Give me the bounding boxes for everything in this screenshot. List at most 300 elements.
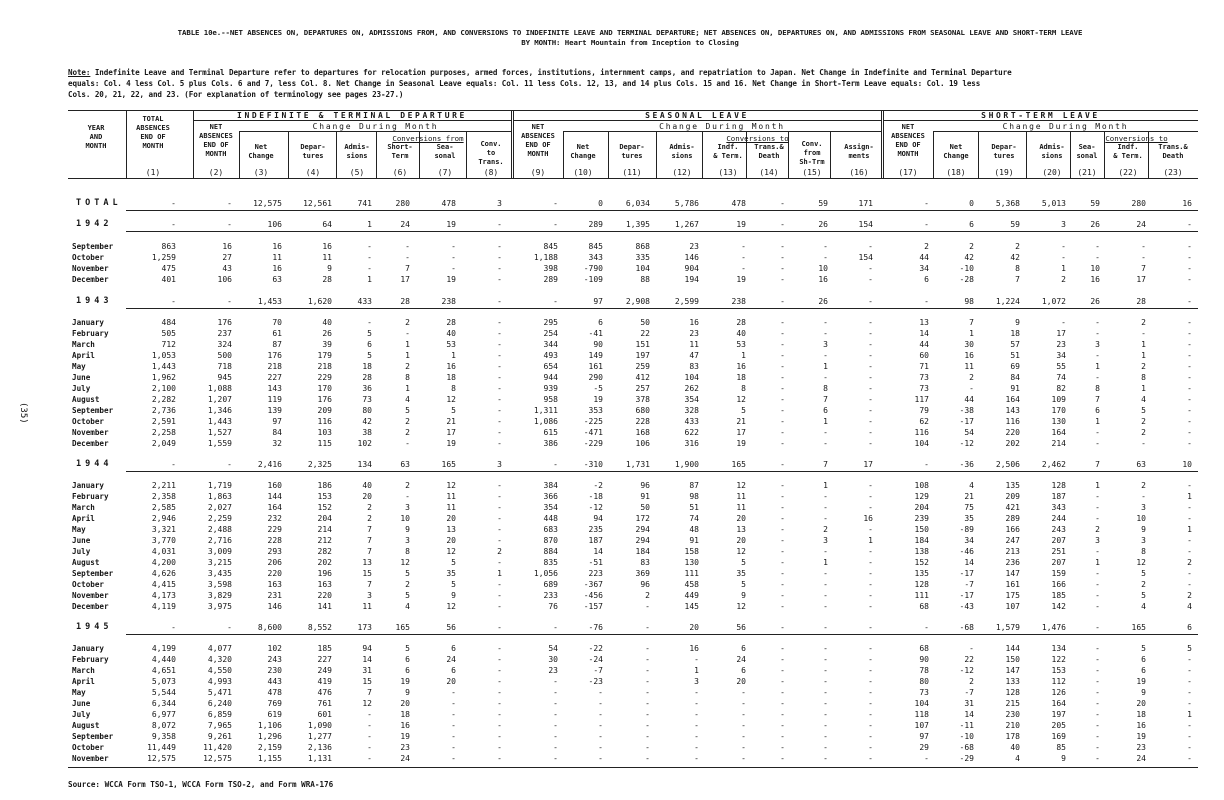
table-cell: 249	[317, 666, 332, 675]
table-cell: 2,462	[1041, 460, 1066, 469]
table-cell: 259	[635, 362, 650, 371]
table-cell: 3	[1095, 536, 1100, 545]
table-cell: 80	[919, 677, 929, 686]
table-cell: 1	[823, 481, 828, 490]
row-label: August	[72, 558, 100, 567]
table-cell: 19	[400, 677, 410, 686]
table-cell: 6	[451, 666, 456, 675]
table-cell: 150	[914, 525, 929, 534]
table-cell: 1,579	[995, 623, 1020, 632]
table-cell: -	[694, 699, 699, 708]
table-cell: -	[1095, 242, 1100, 251]
table-cell: 26	[1090, 220, 1100, 229]
table-cell: 2,716	[207, 536, 232, 545]
table-cell: -17	[959, 591, 974, 600]
table-cell: -	[741, 721, 746, 730]
table-cell: -	[598, 732, 603, 741]
table-cell: 16	[736, 362, 746, 371]
table-cell: 17	[736, 428, 746, 437]
table-cell: 2,416	[257, 460, 282, 469]
group-short-term-leave: SHORT-TERM LEAVE	[981, 111, 1100, 120]
table-cell: 1	[1141, 340, 1146, 349]
column-rule	[336, 131, 337, 178]
table-cell: 1,620	[307, 297, 332, 306]
table-cell: 138	[914, 547, 929, 556]
row-label: March	[72, 666, 95, 675]
table-cell: -	[780, 481, 785, 490]
table-cell: 150	[1005, 655, 1020, 664]
table-cell: 2,736	[151, 406, 176, 415]
month-row	[0, 654, 1224, 665]
table-cell: 3	[367, 591, 372, 600]
table-cell: -	[868, 242, 873, 251]
table-cell: 20	[446, 536, 456, 545]
table-cell: 11	[736, 503, 746, 512]
table-cell: -	[1095, 373, 1100, 382]
column-number: (5)	[349, 168, 365, 177]
table-cell: 2	[367, 514, 372, 523]
table-cell: -	[868, 580, 873, 589]
table-cell: -	[451, 688, 456, 697]
table-cell: -	[1187, 275, 1192, 284]
table-cell: -	[227, 199, 232, 208]
table-cell: 4,199	[151, 644, 176, 653]
table-cell: 73	[919, 384, 929, 393]
table-cell: 5,013	[1041, 199, 1066, 208]
table-cell: 202	[317, 558, 332, 567]
table-cell: 2	[924, 242, 929, 251]
column-number: (6)	[392, 168, 408, 177]
table-cell: -	[780, 536, 785, 545]
table-cell: 16	[400, 721, 410, 730]
table-cell: -	[1061, 318, 1066, 327]
table-cell: 1,086	[533, 417, 558, 426]
table-cell: 7	[1095, 460, 1100, 469]
table-cell: 1,267	[674, 220, 699, 229]
table-cell: 23	[548, 666, 558, 675]
table-cell: 57	[1010, 340, 1020, 349]
column-header-label: NET ABSENCES END OF MONTH	[891, 123, 925, 158]
table-cell: -	[497, 220, 502, 229]
table-cell: 24	[446, 655, 456, 664]
table-cell: 229	[267, 525, 282, 534]
table-cell: -	[823, 329, 828, 338]
table-cell: 18	[1010, 329, 1020, 338]
table-cell: 22	[964, 655, 974, 664]
table-cell: 19	[1136, 732, 1146, 741]
table-cell: -	[868, 318, 873, 327]
table-cell: 19	[736, 439, 746, 448]
year-rule	[126, 231, 1198, 232]
table-cell: 135	[1005, 481, 1020, 490]
table-cell: -	[367, 754, 372, 763]
table-cell: -	[405, 439, 410, 448]
table-cell: -	[497, 732, 502, 741]
table-cell: 22	[640, 329, 650, 338]
table-cell: 134	[1051, 644, 1066, 653]
table-cell: 128	[1005, 688, 1020, 697]
table-cell: -	[497, 699, 502, 708]
table-cell: 227	[267, 373, 282, 382]
table-cell: 493	[543, 351, 558, 360]
table-cell: 1	[694, 666, 699, 675]
table-cell: -	[694, 655, 699, 664]
table-cell: 863	[161, 242, 176, 251]
table-cell: 1,072	[1041, 297, 1066, 306]
table-cell: 97	[593, 297, 603, 306]
table-cell: 212	[317, 536, 332, 545]
table-cell: 412	[635, 373, 650, 382]
table-cell: -	[367, 721, 372, 730]
table-cell: 73	[919, 373, 929, 382]
column-number: (17)	[898, 168, 918, 177]
table-cell: 475	[161, 264, 176, 273]
column-number: (3)	[253, 168, 269, 177]
table-cell: -	[1187, 547, 1192, 556]
table-cell: 176	[317, 395, 332, 404]
table-cell: -17	[959, 569, 974, 578]
table-cell: 205	[1051, 721, 1066, 730]
table-cell: 12	[736, 481, 746, 490]
month-row	[0, 590, 1224, 601]
table-cell: 11	[689, 340, 699, 349]
table-cell: 207	[1051, 558, 1066, 567]
table-cell: -	[645, 699, 650, 708]
table-cell: -11	[959, 721, 974, 730]
table-cell: 19	[1136, 677, 1146, 686]
table-cell: 17	[400, 275, 410, 284]
table-cell: -	[497, 492, 502, 501]
table-cell: 104	[914, 699, 929, 708]
table-cell: -	[1187, 428, 1192, 437]
row-label: February	[72, 492, 109, 501]
column-number: (16)	[849, 168, 869, 177]
table-cell: -	[1095, 602, 1100, 611]
row-label: February	[72, 655, 109, 664]
table-cell: -	[780, 275, 785, 284]
table-cell: 6	[1141, 666, 1146, 675]
table-cell: -	[868, 743, 873, 752]
table-cell: -	[1095, 743, 1100, 752]
table-cell: 64	[322, 220, 332, 229]
table-cell: 166	[1051, 580, 1066, 589]
table-cell: -	[823, 721, 828, 730]
table-cell: 206	[267, 558, 282, 567]
table-cell: 159	[1051, 569, 1066, 578]
table-cell: 230	[267, 666, 282, 675]
table-cell: 2	[969, 242, 974, 251]
table-cell: 7	[823, 460, 828, 469]
table-cell: 143	[1005, 406, 1020, 415]
year-rule	[126, 634, 1198, 635]
table-cell: -	[780, 591, 785, 600]
table-cell: 21	[736, 417, 746, 426]
column-number: (13)	[718, 168, 738, 177]
table-cell: 4,626	[151, 569, 176, 578]
table-cell: 210	[1005, 721, 1020, 730]
table-cell: -	[1095, 666, 1100, 675]
table-cell: -471	[583, 428, 603, 437]
table-cell: 87	[272, 340, 282, 349]
table-cell: 79	[919, 406, 929, 415]
table-cell: 12	[736, 547, 746, 556]
table-cell: 91	[689, 536, 699, 545]
year-total-row	[0, 198, 1224, 209]
table-cell: 23	[689, 242, 699, 251]
table-cell: 2	[367, 503, 372, 512]
table-cell: 1,346	[207, 406, 232, 415]
table-cell: 884	[543, 547, 558, 556]
table-cell: 1	[1095, 481, 1100, 490]
column-header-label: Depar- tures	[300, 143, 326, 160]
column-header-label: Assign- ments	[844, 143, 874, 160]
table-cell: -	[171, 220, 176, 229]
table-cell: -12	[959, 439, 974, 448]
table-cell: 129	[914, 492, 929, 501]
table-cell: -	[780, 732, 785, 741]
table-cell: 3	[1141, 536, 1146, 545]
month-row	[0, 753, 1224, 764]
table-cell: 5	[1187, 644, 1192, 653]
column-header-label: Indf. & Term.	[713, 143, 743, 160]
table-cell: 1	[1187, 525, 1192, 534]
table-cell: 16	[1090, 275, 1100, 284]
table-cell: 153	[317, 492, 332, 501]
table-cell: 1,443	[151, 362, 176, 371]
table-cell: 214	[317, 525, 332, 534]
table-cell: 20	[1136, 699, 1146, 708]
table-cell: -	[924, 460, 929, 469]
table-cell: -310	[583, 460, 603, 469]
table-cell: -	[1187, 406, 1192, 415]
month-row	[0, 416, 1224, 427]
table-cell: -	[780, 329, 785, 338]
table-cell: 171	[858, 199, 873, 208]
table-cell: -	[1061, 253, 1066, 262]
table-cell: 2	[405, 428, 410, 437]
row-label: June	[72, 536, 91, 545]
table-cell: -	[1095, 547, 1100, 556]
table-cell: 14	[919, 329, 929, 338]
table-cell: 233	[543, 591, 558, 600]
column-header-label: Conv. to Trans.	[478, 140, 504, 166]
month-row	[0, 524, 1224, 535]
table-cell: -18	[588, 492, 603, 501]
table-cell: -	[497, 384, 502, 393]
table-cell: 237	[217, 329, 232, 338]
table-cell: 3	[497, 199, 502, 208]
table-cell: 4,077	[207, 644, 232, 653]
table-cell: 87	[689, 481, 699, 490]
table-cell: 282	[317, 547, 332, 556]
table-cell: 6	[1141, 655, 1146, 664]
table-cell: 26	[1090, 297, 1100, 306]
year-total-row	[0, 622, 1224, 633]
table-cell: -	[405, 253, 410, 262]
table-cell: 142	[1051, 602, 1066, 611]
table-cell: 84	[1010, 373, 1020, 382]
table-cell: -	[868, 417, 873, 426]
table-cell: -	[553, 199, 558, 208]
table-cell: -	[823, 602, 828, 611]
column-rule	[126, 110, 127, 178]
table-cell: -	[1095, 569, 1100, 578]
table-cell: 146	[267, 602, 282, 611]
table-cell: 165	[731, 460, 746, 469]
table-cell: 3	[497, 460, 502, 469]
table-cell: -	[1187, 329, 1192, 338]
table-cell: 1	[1141, 384, 1146, 393]
table-cell: -	[367, 264, 372, 273]
table-cell: 2	[969, 677, 974, 686]
column-header-label: Admis- sions	[344, 143, 370, 160]
table-cell: 11	[446, 492, 456, 501]
table-cell: 145	[684, 602, 699, 611]
table-cell: 6	[367, 340, 372, 349]
table-cell: 2,259	[207, 514, 232, 523]
table-cell: 19	[736, 275, 746, 284]
table-cell: 28	[736, 318, 746, 327]
table-cell: -	[780, 666, 785, 675]
table-cell: 8	[1095, 384, 1100, 393]
table-cell: 295	[543, 318, 558, 327]
row-label: October	[72, 253, 105, 262]
table-cell: 6	[598, 318, 603, 327]
table-cell: 197	[1051, 710, 1066, 719]
table-cell: 12	[446, 481, 456, 490]
table-cell: -	[367, 242, 372, 251]
table-cell: -	[553, 710, 558, 719]
month-row	[0, 601, 1224, 612]
table-cell: 38	[362, 428, 372, 437]
table-cell: 247	[1005, 536, 1020, 545]
table-cell: 104	[635, 264, 650, 273]
table-cell: 15	[362, 569, 372, 578]
table-cell: -	[497, 525, 502, 534]
table-cell: 165	[395, 623, 410, 632]
table-cell: 229	[317, 373, 332, 382]
table-cell: 20	[362, 492, 372, 501]
row-label: January	[72, 481, 105, 490]
table-cell: 16	[272, 242, 282, 251]
column-header-label: Conv. from Sh-Trm	[799, 140, 825, 166]
table-cell: 8,072	[151, 721, 176, 730]
table-cell: 28	[1136, 297, 1146, 306]
table-cell: 184	[914, 536, 929, 545]
table-cell: 2	[405, 481, 410, 490]
table-cell: 82	[1056, 384, 1066, 393]
table-cell: 209	[317, 406, 332, 415]
table-cell: 343	[588, 253, 603, 262]
column-header-label: Depar- tures	[991, 143, 1017, 160]
row-label: April	[72, 514, 95, 523]
table-cell: -	[868, 732, 873, 741]
table-cell: -	[553, 297, 558, 306]
column-number: (1)	[145, 168, 161, 177]
table-cell: -	[1187, 242, 1192, 251]
table-cell: 484	[161, 318, 176, 327]
table-cell: 18	[362, 362, 372, 371]
table-cell: 689	[543, 580, 558, 589]
table-cell: 50	[640, 318, 650, 327]
table-cell: 35	[736, 569, 746, 578]
table-cell: -	[780, 428, 785, 437]
row-label: October	[72, 580, 105, 589]
table-cell: -	[1187, 666, 1192, 675]
table-cell: 5,368	[995, 199, 1020, 208]
table-cell: -229	[583, 439, 603, 448]
table-cell: 3	[405, 536, 410, 545]
table-cell: 6	[405, 666, 410, 675]
table-cell: 42	[362, 417, 372, 426]
table-cell: 44	[964, 395, 974, 404]
table-cell: -	[645, 602, 650, 611]
table-cell: 2	[1141, 417, 1146, 426]
table-cell: 26	[818, 220, 828, 229]
table-cell: -	[868, 384, 873, 393]
table-cell: 34	[919, 264, 929, 273]
table-cell: -	[694, 721, 699, 730]
table-cell: 5	[741, 580, 746, 589]
table-cell: 6,859	[207, 710, 232, 719]
table-cell: 8	[1141, 547, 1146, 556]
table-cell: -	[823, 242, 828, 251]
table-cell: -	[645, 644, 650, 653]
table-cell: 433	[357, 297, 372, 306]
table-cell: 6,977	[151, 710, 176, 719]
table-cell: -	[1095, 655, 1100, 664]
row-label: December	[72, 275, 109, 284]
table-cell: -	[868, 525, 873, 534]
table-cell: 845	[588, 242, 603, 251]
table-cell: 2,946	[151, 514, 176, 523]
table-cell: 1	[969, 329, 974, 338]
table-cell: 476	[317, 688, 332, 697]
table-cell: -	[451, 699, 456, 708]
table-cell: 88	[640, 275, 650, 284]
table-cell: -	[497, 242, 502, 251]
table-cell: 2	[1141, 362, 1146, 371]
table-cell: 2,325	[307, 460, 332, 469]
table-cell: 16	[964, 351, 974, 360]
table-cell: 63	[272, 275, 282, 284]
table-cell: 5	[741, 406, 746, 415]
table-cell: 16	[322, 242, 332, 251]
column-number: (23)	[1163, 168, 1183, 177]
table-cell: -	[780, 644, 785, 653]
table-cell: 601	[317, 710, 332, 719]
table-cell: -	[780, 395, 785, 404]
table-cell: 7	[823, 395, 828, 404]
table-cell: 175	[1005, 591, 1020, 600]
table-cell: 112	[1051, 677, 1066, 686]
table-cell: 213	[1005, 547, 1020, 556]
table-cell: 2	[405, 580, 410, 589]
change-during-month-itd: Change During Month	[312, 122, 439, 131]
table-cell: -	[1187, 362, 1192, 371]
year-rule	[126, 308, 1198, 309]
table-cell: -	[823, 623, 828, 632]
table-cell: -	[1095, 428, 1100, 437]
table-cell: -	[645, 721, 650, 730]
table-cell: 154	[858, 253, 873, 262]
table-cell: -	[1187, 580, 1192, 589]
table-cell: -	[823, 644, 828, 653]
table-cell: -	[694, 688, 699, 697]
table-cell: 369	[635, 569, 650, 578]
table-cell: -	[497, 644, 502, 653]
table-cell: 619	[267, 710, 282, 719]
